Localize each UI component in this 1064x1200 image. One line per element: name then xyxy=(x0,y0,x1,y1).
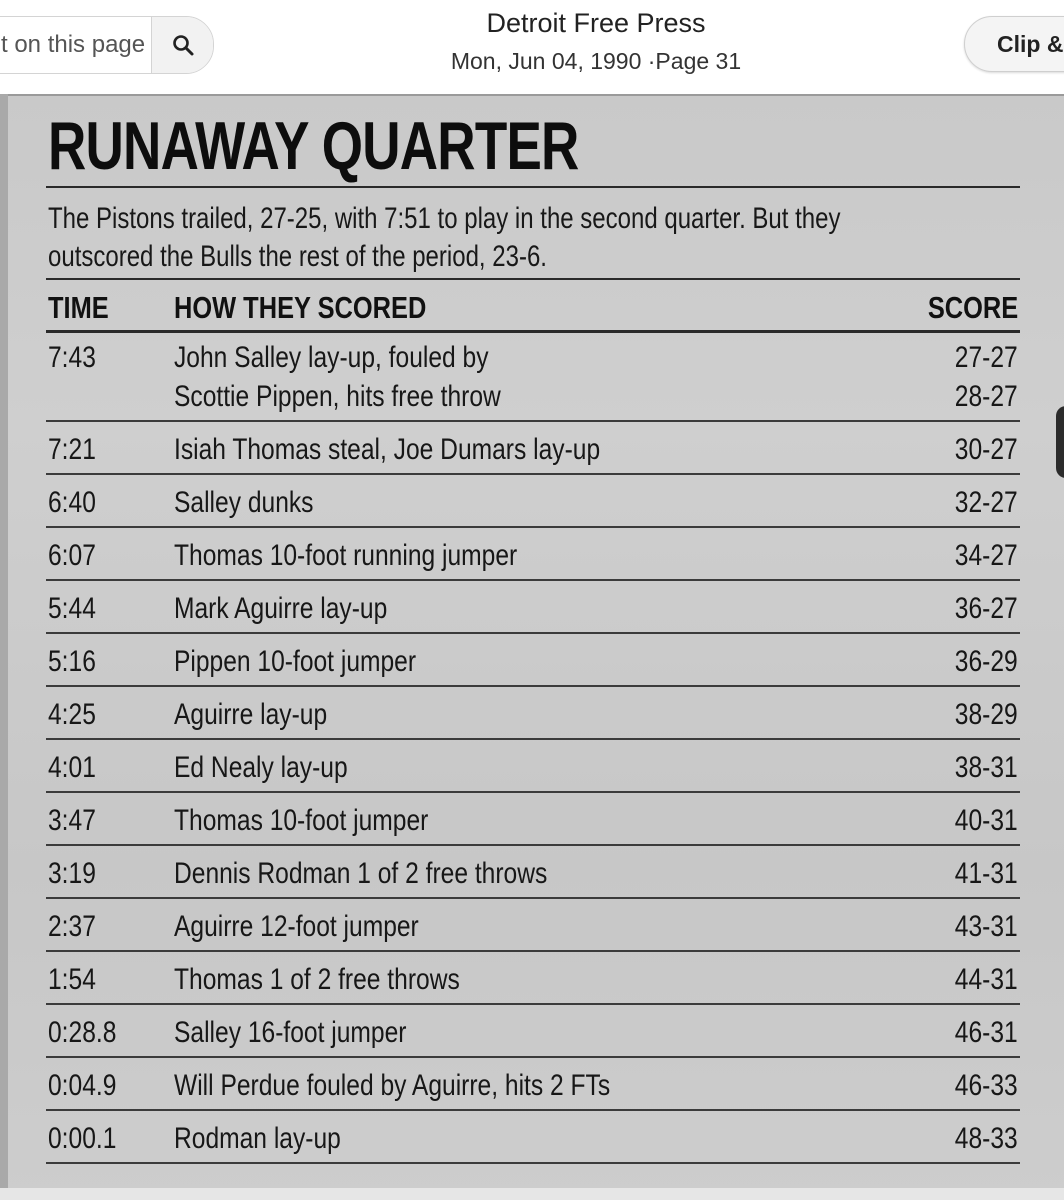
intro-rule xyxy=(46,278,1020,280)
row-score: 27-27 xyxy=(955,341,1018,374)
table-row xyxy=(46,589,1020,628)
table-row xyxy=(46,695,1020,734)
row-time: 7:43 xyxy=(48,341,96,374)
table-row xyxy=(46,642,1020,681)
row-description: Aguirre 12-foot jumper xyxy=(174,910,419,943)
row-description: Salley dunks xyxy=(174,486,314,519)
row-score: 34-27 xyxy=(955,539,1018,572)
table-row xyxy=(46,1119,1020,1158)
page-search-box xyxy=(0,16,214,74)
row-score: 44-31 xyxy=(955,963,1018,996)
viewer-toolbar xyxy=(0,0,1064,94)
page-bottom-edge xyxy=(0,1188,1064,1200)
row-description: John Salley lay-up, fouled by xyxy=(174,341,489,374)
row-time: 3:47 xyxy=(48,804,96,837)
table-row xyxy=(46,960,1020,999)
row-description: Isiah Thomas steal, Joe Dumars lay-up xyxy=(174,433,601,466)
table-row xyxy=(46,748,1020,787)
row-description: Ed Nealy lay-up xyxy=(174,751,348,784)
header-rule xyxy=(46,330,1020,333)
row-score: 46-31 xyxy=(955,1016,1018,1049)
row-score: 36-27 xyxy=(955,592,1018,625)
row-description: Thomas 10-foot running jumper xyxy=(174,539,518,572)
row-description: Dennis Rodman 1 of 2 free throws xyxy=(174,857,548,890)
row-score: 30-27 xyxy=(955,433,1018,466)
row-description: Mark Aguirre lay-up xyxy=(174,592,388,625)
row-divider xyxy=(46,897,1020,899)
row-divider xyxy=(46,1003,1020,1005)
row-time: 6:07 xyxy=(48,539,96,572)
newspaper-page-scan[interactable] xyxy=(0,94,1064,1200)
table-row xyxy=(46,1013,1020,1052)
row-time: 7:21 xyxy=(48,433,96,466)
row-score: 28-27 xyxy=(955,380,1018,413)
row-description: Pippen 10-foot jumper xyxy=(174,645,417,678)
column-header-how: HOW THEY SCORED xyxy=(174,290,427,325)
row-time: 6:40 xyxy=(48,486,96,519)
row-description: Will Perdue fouled by Aguirre, hits 2 FTs xyxy=(174,1069,611,1102)
intro-line: outscored the Bulls the rest of the period, 23-6. xyxy=(48,240,547,273)
table-row xyxy=(46,536,1020,575)
row-divider xyxy=(46,579,1020,581)
table-row xyxy=(46,854,1020,893)
table-row xyxy=(46,907,1020,946)
row-time: 0:00.1 xyxy=(48,1122,117,1155)
row-divider xyxy=(46,950,1020,952)
row-time: 4:25 xyxy=(48,698,96,731)
column-header-score: SCORE xyxy=(927,290,1018,325)
runaway-quarter-box xyxy=(46,94,1020,1164)
intro-line: The Pistons trailed, 27-25, with 7:51 to play in the second quarter. But they xyxy=(48,202,841,235)
row-divider xyxy=(46,1056,1020,1058)
row-divider xyxy=(46,791,1020,793)
row-score: 38-29 xyxy=(955,698,1018,731)
page-left-border xyxy=(0,94,8,1200)
row-divider xyxy=(46,685,1020,687)
row-divider xyxy=(46,420,1020,422)
row-description: Thomas 10-foot jumper xyxy=(174,804,429,837)
row-score: 48-33 xyxy=(955,1122,1018,1155)
row-time: 4:01 xyxy=(48,751,96,784)
row-description: Rodman lay-up xyxy=(174,1122,341,1155)
table-row xyxy=(46,1066,1020,1105)
headline-rule xyxy=(46,186,1020,188)
row-description: Aguirre lay-up xyxy=(174,698,328,731)
scroll-handle[interactable] xyxy=(1056,406,1064,478)
column-header-time: TIME xyxy=(48,290,109,325)
row-score: 36-29 xyxy=(955,645,1018,678)
row-divider xyxy=(46,1109,1020,1111)
row-description: Scottie Pippen, hits free throw xyxy=(174,380,501,413)
newspaper-title: Detroit Free Press xyxy=(486,8,706,38)
newspaper-date-page: Mon, Jun 04, 1990 ·Page 31 xyxy=(450,48,742,74)
table-row xyxy=(46,801,1020,840)
row-time: 0:28.8 xyxy=(48,1016,117,1049)
clip-button[interactable]: Clip & xyxy=(964,16,1064,72)
search-button[interactable] xyxy=(151,17,214,73)
row-divider xyxy=(46,844,1020,846)
row-divider xyxy=(46,526,1020,528)
row-divider xyxy=(46,738,1020,740)
page-search-input[interactable] xyxy=(0,17,146,73)
row-divider xyxy=(46,473,1020,475)
row-divider xyxy=(46,1162,1020,1164)
table-row xyxy=(46,338,1020,416)
row-score: 38-31 xyxy=(955,751,1018,784)
row-description: Thomas 1 of 2 free throws xyxy=(174,963,460,996)
row-score: 43-31 xyxy=(955,910,1018,943)
row-time: 1:54 xyxy=(48,963,96,996)
table-row xyxy=(46,430,1020,469)
row-score: 46-33 xyxy=(955,1069,1018,1102)
search-icon xyxy=(171,33,195,57)
article-intro xyxy=(48,200,1008,276)
row-score: 41-31 xyxy=(955,857,1018,890)
row-time: 5:44 xyxy=(48,592,96,625)
row-score: 32-27 xyxy=(955,486,1018,519)
row-time: 3:19 xyxy=(48,857,96,890)
row-score: 40-31 xyxy=(955,804,1018,837)
row-time: 5:16 xyxy=(48,645,96,678)
row-description: Salley 16-foot jumper xyxy=(174,1016,407,1049)
row-time: 2:37 xyxy=(48,910,96,943)
table-row xyxy=(46,483,1020,522)
row-time: 0:04.9 xyxy=(48,1069,117,1102)
article-headline: RUNAWAY QUARTER xyxy=(48,108,579,184)
row-divider xyxy=(46,632,1020,634)
